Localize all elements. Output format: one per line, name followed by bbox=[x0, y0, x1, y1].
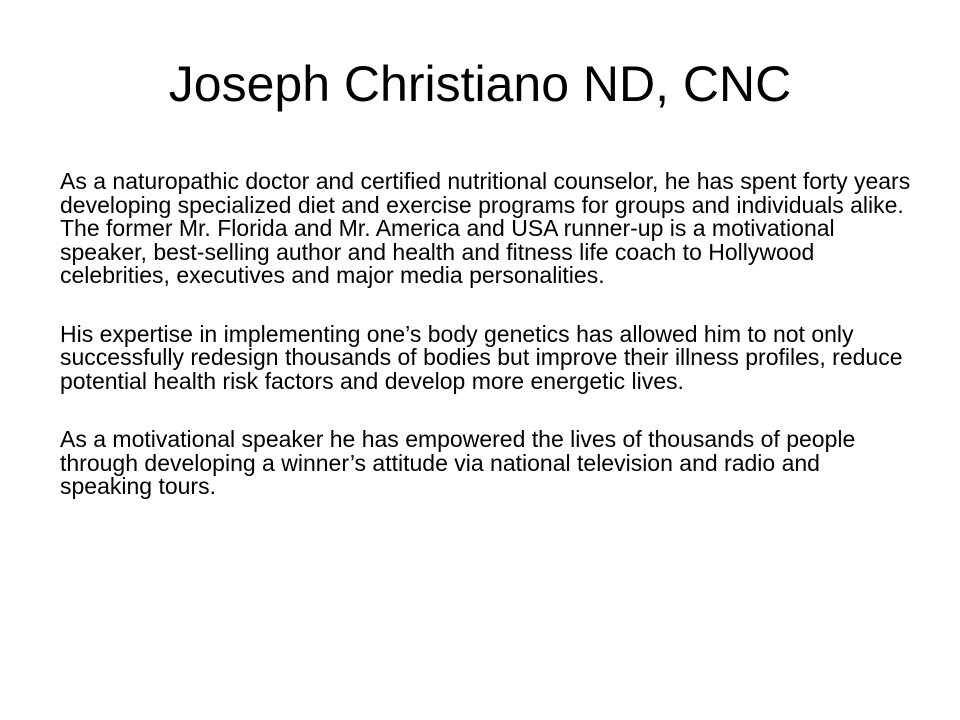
paragraph-credentials: As a naturopathic doctor and certified nutritional counselor, he has spent forty years developing specialized diet and exercise programs for groups and individuals alike. The former Mr. Florida and Mr. America and USA runner-up is a motivational speaker, best-selling author and health and fitness life coach to Hollywood celebrities, executives and major media personalities. bbox=[60, 168, 911, 288]
slide-body bbox=[60, 170, 915, 534]
slide-title: Joseph Christiano ND, CNC bbox=[168, 56, 792, 112]
paragraph-expertise: His expertise in implementing one’s body genetics has allowed him to not only successfully redesign thousands of bodies but improve their illness profiles, reduce potential health risk factors and develop more energetic lives. bbox=[60, 320, 903, 394]
paragraph-speaker: As a motivational speaker he has empowered the lives of thousands of people through developing a winner’s attitude via national television and radio and speaking tours. bbox=[60, 426, 856, 499]
